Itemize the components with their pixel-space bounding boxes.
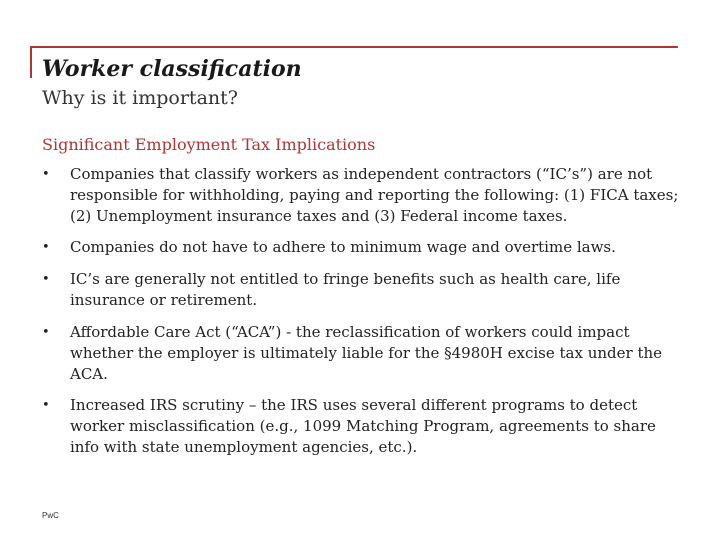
bullet-marker: •: [42, 240, 50, 255]
bullet-text: Companies do not have to adhere to minimum wage and overtime laws.: [70, 238, 616, 256]
bullet-item: [42, 164, 682, 227]
section-heading: Significant Employment Tax Implications: [42, 135, 376, 154]
bullet-list: [42, 164, 682, 458]
bullet-text: Increased IRS scrutiny – the IRS uses several different programs to detect worker misclassification (e.g., 1099 Matching Program, agreements to share info with state unemployment agencies, etc.).: [70, 396, 656, 456]
slide-subtitle: Why is it important?: [42, 87, 238, 109]
slide-title: Worker classification: [42, 56, 302, 82]
header-rule: [30, 46, 678, 48]
bullet-marker: •: [42, 398, 50, 413]
bullet-item: [42, 322, 682, 385]
bullet-item: [42, 237, 682, 258]
bullet-text: Affordable Care Act (“ACA”) - the reclassification of workers could impact whether the employer is ultimately liable for the §4980H excise tax under the ACA.: [70, 323, 663, 383]
footer-logo-text: PwC: [42, 511, 59, 520]
bullet-marker: •: [42, 272, 50, 287]
bullet-marker: •: [42, 325, 50, 340]
bullet-text: Companies that classify workers as independent contractors (“IC’s”) are not responsible for withholding, paying and reporting the following: (1) FICA taxes; (2) Unemployment insurance taxes and (3) Federal income taxes.: [70, 165, 679, 225]
bullet-item: [42, 269, 682, 311]
bullet-text: IC’s are generally not entitled to fringe benefits such as health care, life insurance or retirement.: [70, 270, 621, 309]
bullet-item: [42, 395, 682, 458]
bullet-marker: •: [42, 167, 50, 182]
header-accent-bar: [30, 46, 32, 78]
